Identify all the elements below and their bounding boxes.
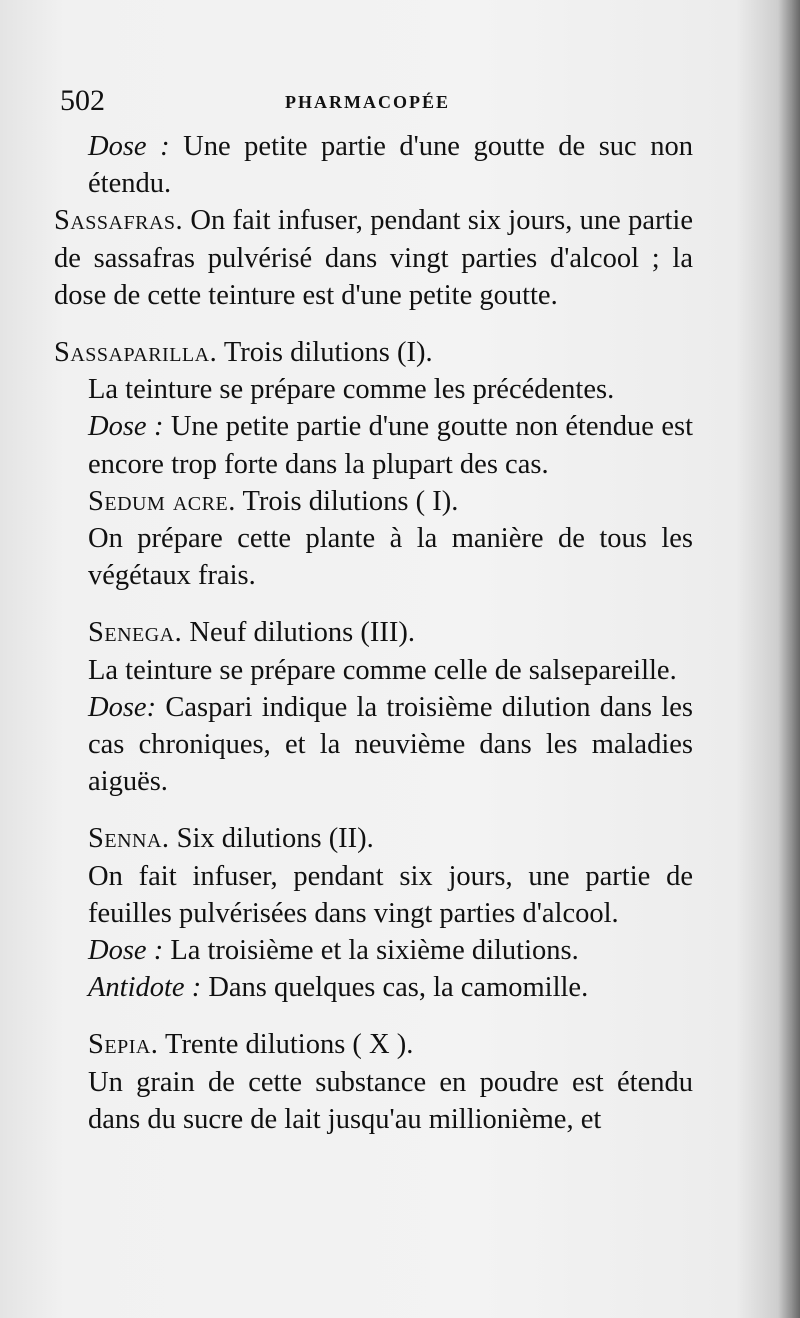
entry-name: Sedum acre. [88, 485, 236, 517]
paragraph-text: Trente dilutions ( X ). [158, 1029, 414, 1061]
antidote-label: Antidote : [88, 972, 202, 1004]
paragraph [88, 652, 693, 689]
page-number: 502 [60, 84, 105, 117]
entry-name: Sassafras. [54, 205, 184, 237]
paragraph-text: Une petite partie d'une goutte non étendue est encore trop forte dans la plupart des cas. [88, 411, 693, 480]
paragraph [88, 128, 693, 202]
paragraph [88, 520, 693, 594]
paragraph [88, 858, 693, 932]
paragraph [88, 932, 693, 969]
dose-label: Dose: [88, 691, 157, 723]
paragraph-text: Une petite partie d'une goutte de suc non étendu. [88, 131, 693, 200]
entry-sepia [88, 1026, 693, 1063]
paragraph [88, 408, 693, 482]
entry-senega [88, 614, 693, 651]
entry-sassaparilla [54, 334, 693, 371]
paragraph-text: La teinture se prépare comme les précédentes. [88, 374, 615, 406]
entry-name: Sepia. [88, 1029, 159, 1061]
entry-sedum-acre [88, 483, 693, 520]
entry-senna [88, 820, 693, 857]
paragraph-text: Neuf dilutions (III). [182, 617, 415, 649]
entry-sassafras [54, 202, 693, 314]
paragraph-text: Trois dilutions ( I). [235, 485, 459, 517]
paragraph-text: Six dilutions (II). [169, 823, 374, 855]
entry-name: Senega. [88, 617, 183, 649]
dose-label: Dose : [88, 935, 164, 967]
entry-name: Senna. [88, 823, 170, 855]
paragraph-text: On prépare cette plante à la manière de tous les végétaux frais. [88, 523, 693, 592]
entry-name: Sassaparilla. [54, 337, 218, 369]
paragraph-text: La troisième et la sixième dilutions. [163, 935, 579, 967]
paragraph-text: On fait infuser, pendant six jours, une partie de sassafras pulvérisé dans vingt parties d'alcool ; la dose de cette teinture est d'une petite goutte. [54, 205, 693, 311]
page-header [60, 84, 700, 124]
paragraph-text: Trois dilutions (I). [217, 337, 433, 369]
paragraph-text: La teinture se prépare comme celle de salsepareille. [88, 654, 677, 686]
running-title: PHARMACOPÉE [285, 92, 450, 112]
paragraph [88, 689, 693, 801]
paragraph [88, 371, 693, 408]
paragraph-text: Dans quelques cas, la camomille. [201, 972, 589, 1004]
paragraph [88, 969, 693, 1006]
paragraph [88, 1064, 693, 1138]
paragraph-text: Un grain de cette substance en poudre est étendu dans du sucre de lait jusqu'au millionième, et [88, 1066, 693, 1135]
paragraph-text: On fait infuser, pendant six jours, une partie de feuilles pulvérisées dans vingt parties d'alcool. [88, 860, 693, 929]
dose-label: Dose : [88, 131, 170, 162]
body-text [54, 128, 693, 1138]
dose-label: Dose : [88, 411, 164, 443]
paragraph-text: Caspari indique la troisième dilution dans les cas chroniques, et la neuvième dans les maladies aiguës. [88, 691, 693, 798]
